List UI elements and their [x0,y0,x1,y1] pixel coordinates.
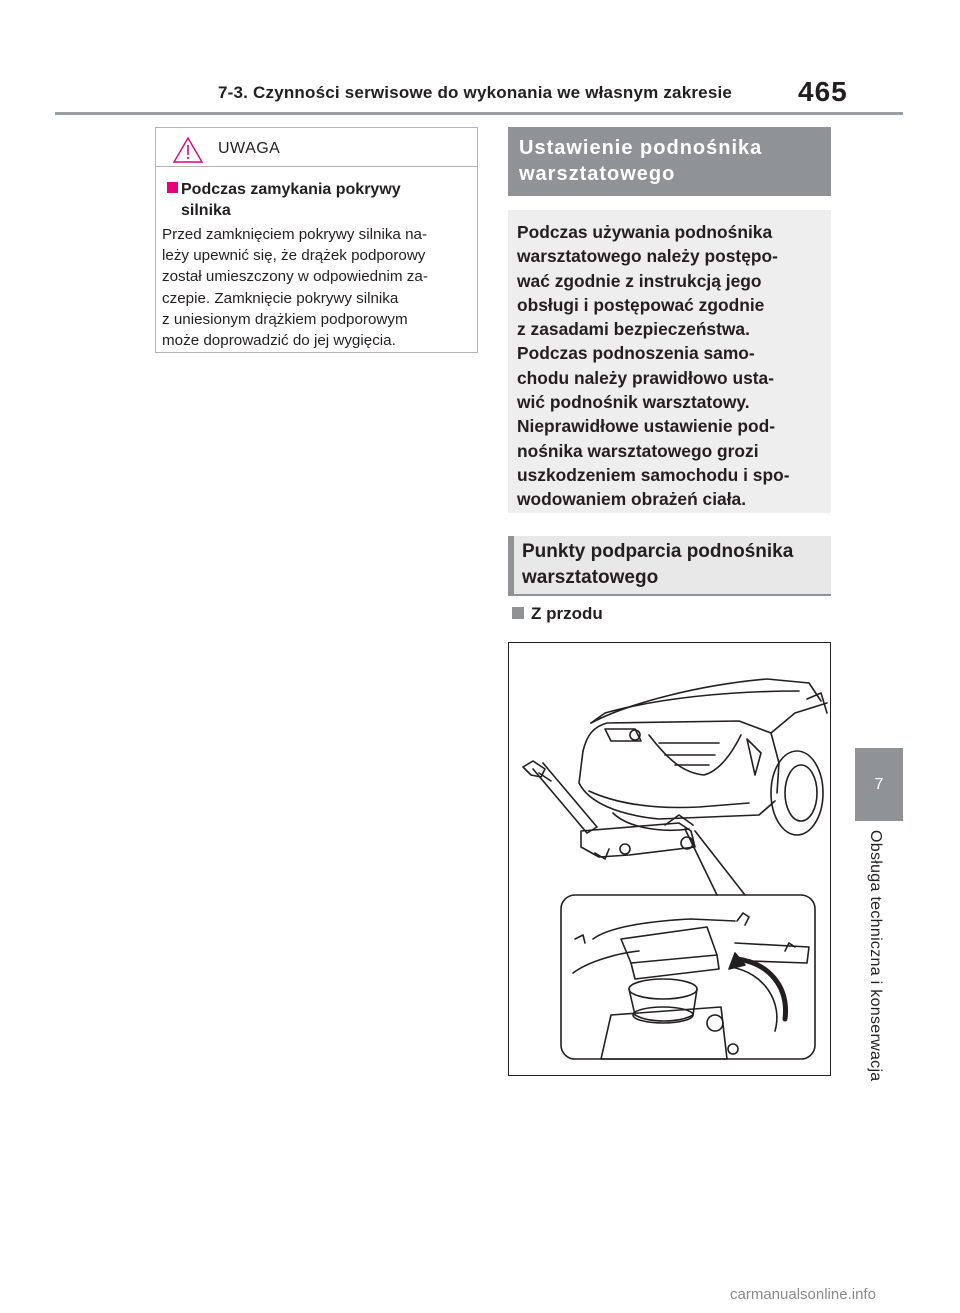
page-number: 465 [798,76,848,107]
car-on-jack-drawing [509,643,830,1075]
magenta-square-icon [167,182,178,193]
section-title: Ustawienie podnośnika warsztatowego [508,127,831,196]
chapter-tab: 7 [855,748,903,821]
warning-label: UWAGA [218,140,281,157]
watermark: carmanualsonline.info [730,1286,876,1303]
front-heading-label: Z przodu [531,604,603,623]
gray-square-icon [512,607,524,619]
chapter-title-vertical: Obsługa techniczna i konserwacja [867,830,884,1082]
subsection-title: Punkty podparcia podnośnika warsztatowego [508,536,831,596]
warning-subheading [167,179,467,221]
warning-triangle-icon [173,137,203,163]
warning-subheading-line1: Podczas zamykania pokrywy [181,181,401,198]
jack-illustration [508,642,831,1076]
header-rule [55,112,903,115]
warning-box [155,127,478,353]
warning-subheading-line2: silnika [181,202,231,219]
warning-text: Przed zamknięciem pokrywy silnika na- leży upewnić się, że drążek podporowy został umieszczony w odpowiednim za- czepie. Zamknięcie pokrywy silnika z uniesionym drążkiem podporowym może doprowadzić do jej wygięcia. [162,226,428,350]
warning-header [156,128,477,167]
info-box: Podczas używania podnośnika warsztatowego należy postępo- wać zgodnie z instrukcją jego obsługi i postępować zgodnie z zasadami bezpieczeństwa. Podczas podnoszenia samo- chodu należy prawidłowo usta- wić podnośnik warsztatowy. Nieprawidłowe ustawienie pod- nośnika warsztatowego grozi uszkodzeniem samochodu i spo- wodowaniem obrażeń ciała. [508,210,831,513]
header-section-title: 7-3. Czynności serwisowe do wykonania we własnym zakresie [218,83,733,102]
front-heading [512,604,603,624]
